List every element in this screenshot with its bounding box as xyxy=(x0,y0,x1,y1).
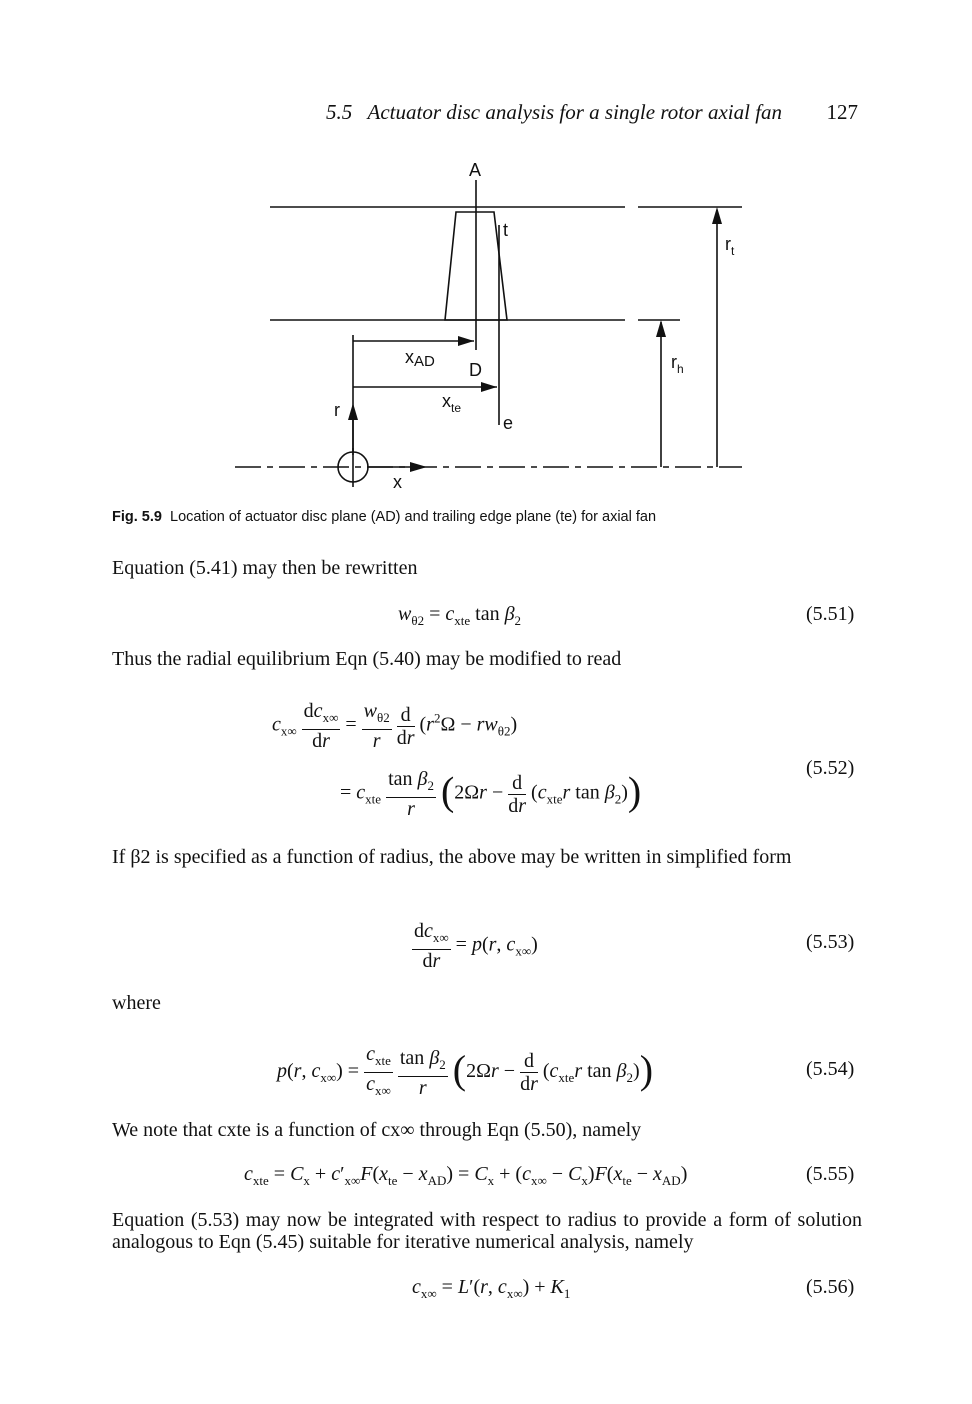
page-number: 127 xyxy=(826,100,858,124)
equation-5-52-line-2: = $c_{xte}$ $\frac{\tan \beta_2}{r}$ (2Ωr − $\frac{d}{dr}$ ($c_{xte}r$ $\tan \beta_2$)) xyxy=(340,768,642,820)
equation-number: (5.55) xyxy=(806,1163,855,1185)
equation-number: (5.56) xyxy=(806,1276,855,1298)
label-d: D xyxy=(469,360,482,380)
equation-5-56: $c_{x\infty} = L'(r$, $c_{x\infty}) + K_1$ xyxy=(412,1276,571,1301)
paragraph-4: where xyxy=(112,992,161,1014)
label-rt: $r_t$ xyxy=(725,234,735,258)
equation-number: (5.54) xyxy=(806,1058,855,1080)
label-e: e xyxy=(503,413,514,433)
xad-arrowhead xyxy=(458,336,474,346)
equation-number: (5.51) xyxy=(806,603,855,625)
x-axis-arrowhead xyxy=(410,462,427,472)
equation-number: (5.53) xyxy=(806,931,855,953)
label-xte: $x_{te}$ xyxy=(442,391,462,415)
paragraph-5: We note that cxte is a function of cx∞ through Eqn (5.50), namely xyxy=(112,1119,642,1141)
equation-5-51: $w_{\theta 2} = c_{xte}$ $\tan \beta_2$ xyxy=(398,603,522,628)
equation-5-53: $\frac{dc_{x\infty}}{dr}$ = p(r, $c_{x\infty}$) xyxy=(414,920,538,972)
label-xad: xAD xyxy=(405,347,435,370)
equation-5-52-line-1: $c_{x\infty}$ $\frac{dc_{x\infty}}{dr}$ = $\frac{w_{\theta 2}}{r}$ $\frac{d}{dr}$ $(r^2\Omega - rw_{\theta 2})$ xyxy=(272,700,518,752)
caption-text: Location of actuator disc plane (AD) and trailing edge plane (te) for axial fan xyxy=(170,509,657,525)
label-a: A xyxy=(469,160,482,180)
label-r: r xyxy=(334,400,340,420)
equation-number: (5.52) xyxy=(806,757,855,779)
equation-5-54: p(r, $c_{x\infty}$) = $\frac{c_{xte}}{c_{x\infty}}$ $\frac{\tan \beta_2}{r}$ (2Ωr − $\frac{d}{dr}$ ($c_{xte}r$ $\tan \beta_2$)) xyxy=(277,1043,654,1099)
figure-5-9 xyxy=(0,150,972,495)
paragraph-3: If β2 is specified as a function of radius, the above may be written in simplified form xyxy=(112,846,792,868)
rh-arrowhead xyxy=(656,320,666,337)
section-number: 5.5 xyxy=(326,100,353,124)
label-x: x xyxy=(393,472,402,492)
label-rh: $r_h$ xyxy=(671,352,684,376)
label-t: t xyxy=(503,220,509,240)
section-title: Actuator disc analysis for a single rotor axial fan xyxy=(367,100,783,124)
paragraph-1: Equation (5.41) may then be rewritten xyxy=(112,557,418,579)
figure-caption xyxy=(112,509,656,525)
paragraph-2: Thus the radial equilibrium Eqn (5.40) may be modified to read xyxy=(112,648,622,670)
xte-arrowhead xyxy=(481,382,497,392)
running-header xyxy=(326,100,866,125)
caption-label: Fig. 5.9 xyxy=(112,509,162,525)
paragraph-6: Equation (5.53) may now be integrated with respect to radius to provide a form of solution analogous to Eqn (5.45) suitable for iterative numerical analysis, namely xyxy=(112,1209,862,1253)
equation-5-55: $c_{xte} = C_x + c'_{x\infty}F(x_{te} - x_{AD}) = C_x + (c_{x\infty} - C_x)F(x_{te} - x_{AD})$ xyxy=(244,1163,688,1188)
rt-arrowhead xyxy=(712,207,722,224)
